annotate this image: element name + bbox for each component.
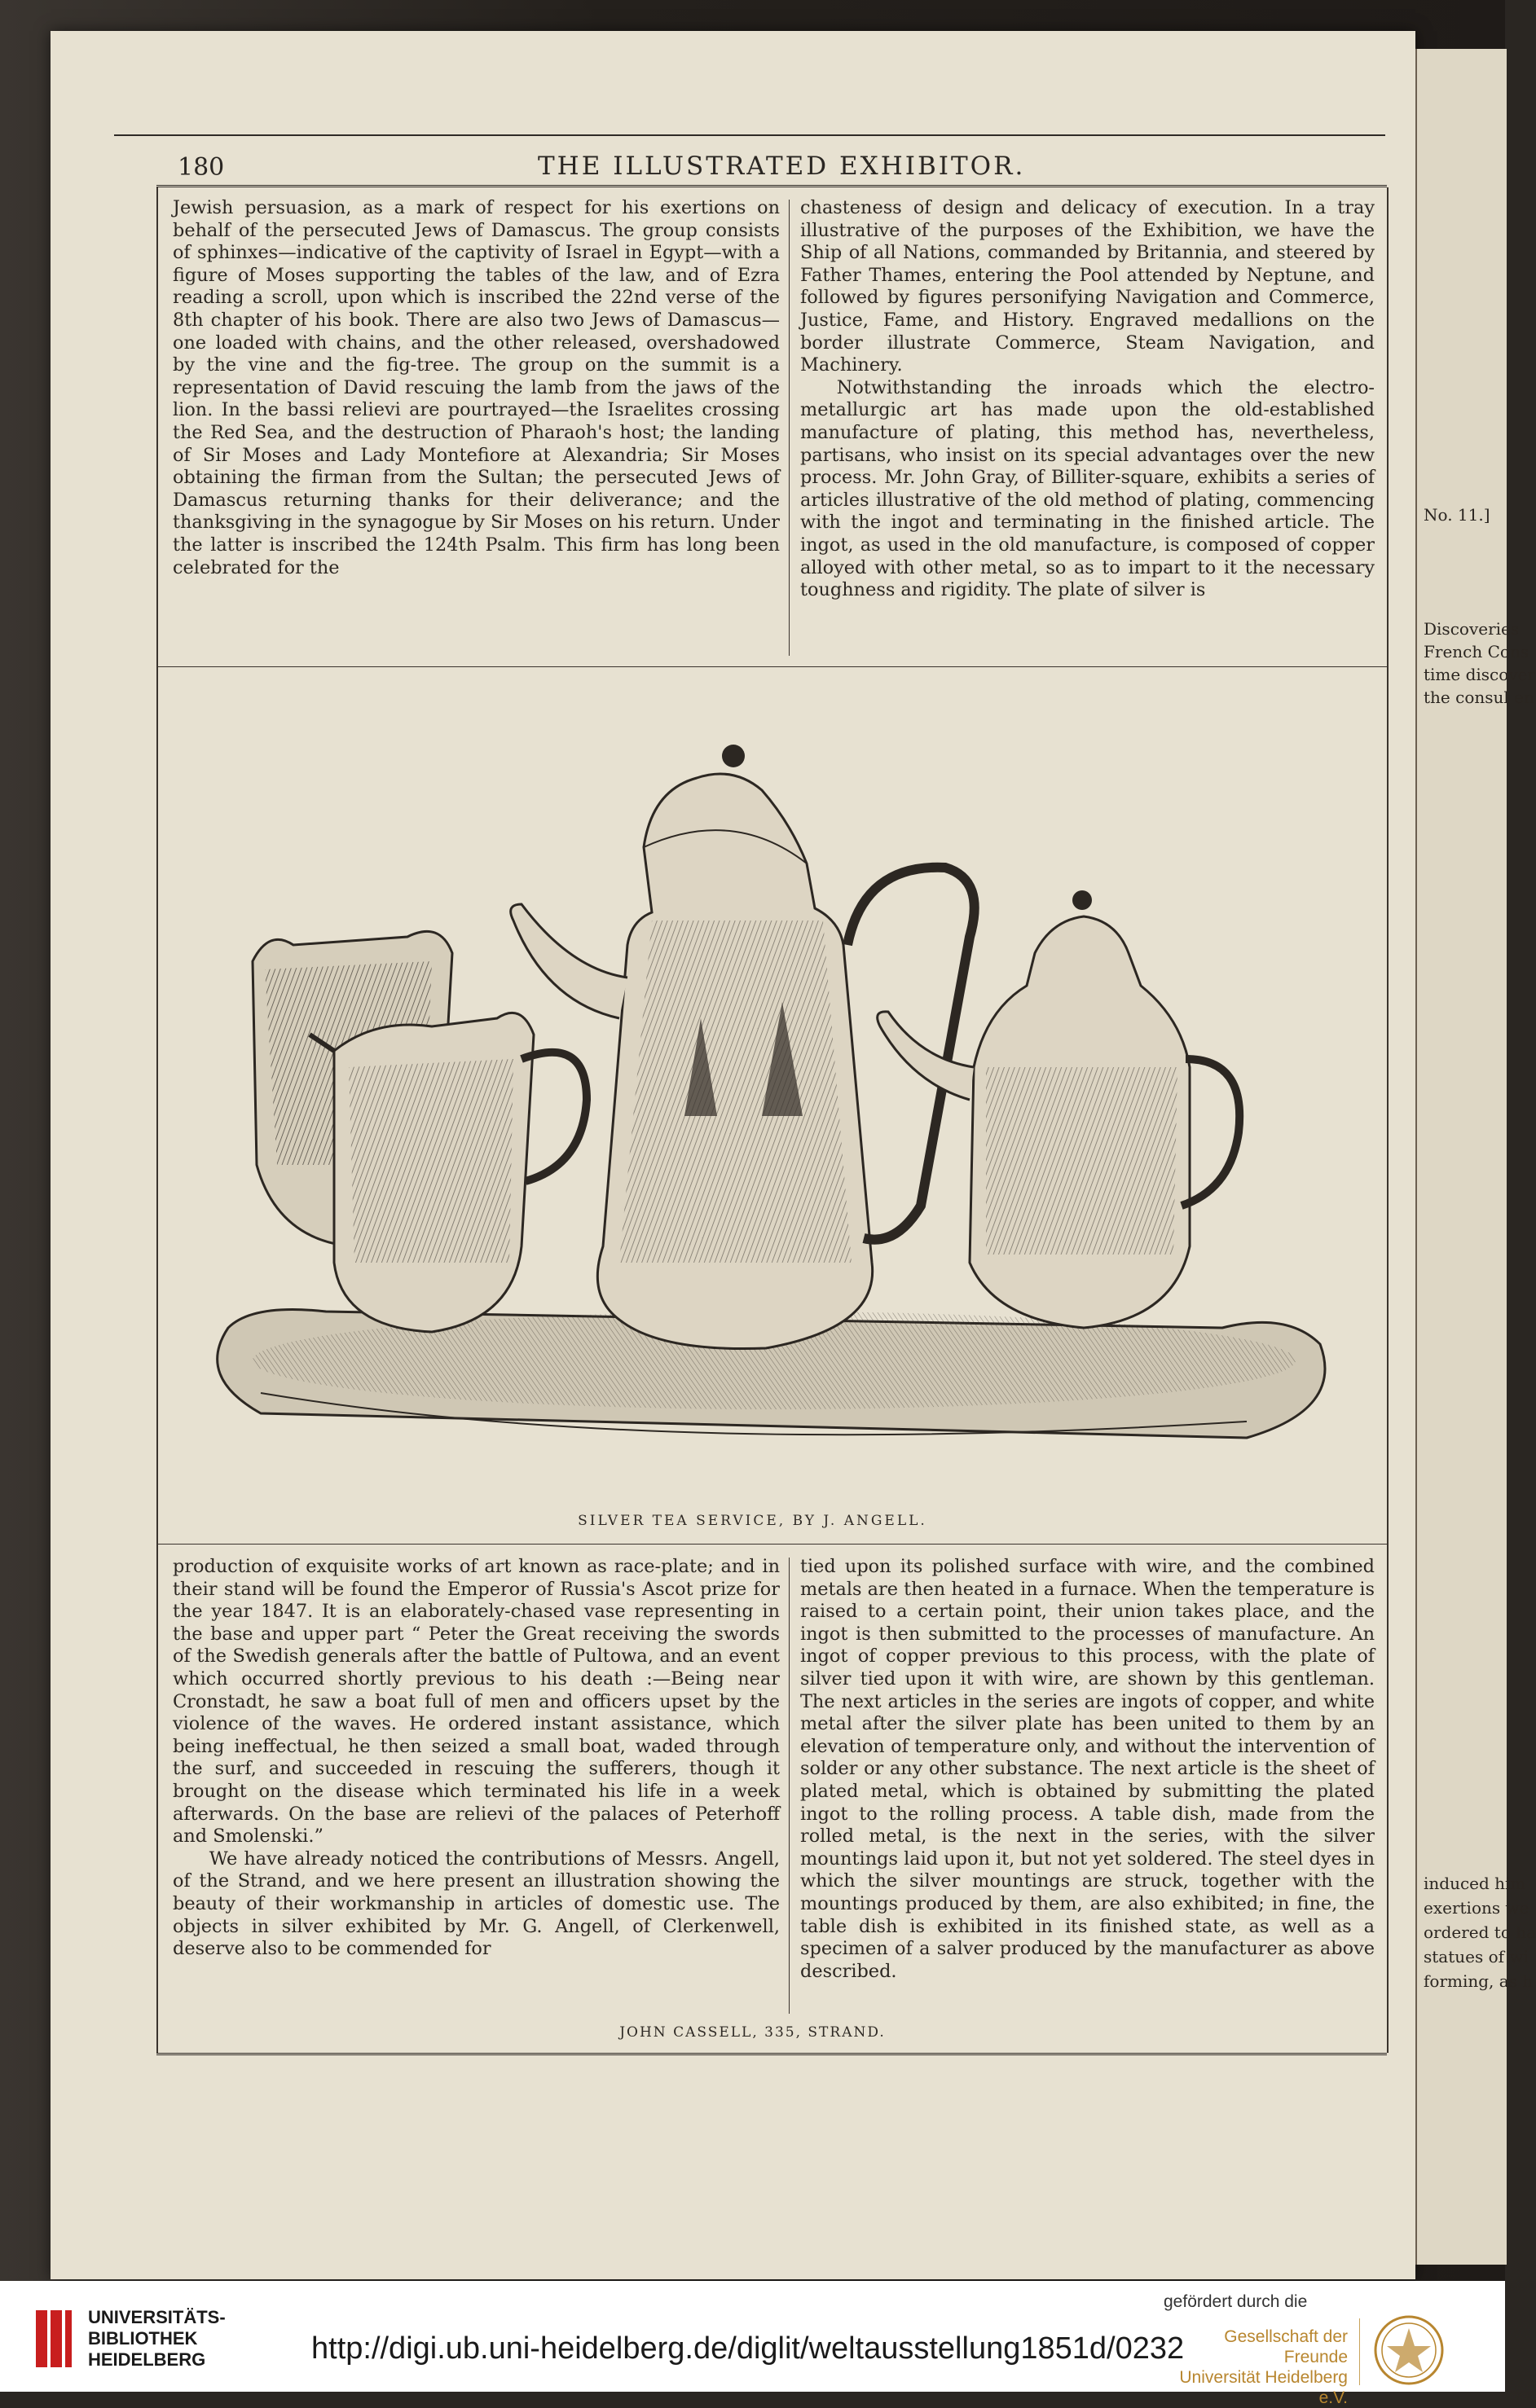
next-page-fragment: the consul en [1424, 688, 1534, 707]
next-page-fragment: No. 11.] [1424, 505, 1490, 525]
illustration-rule-top [156, 666, 1387, 667]
paragraph: We have already noticed the contributions of Messrs. Angell, of the Strand, and we here present an illustration showing the beauty of their workmanship in articles of domestic use. The objects in silver exhibited by Mr. G. Angell, of Clerkenwell, deserve also to be commended for [173, 1848, 780, 1960]
header-rule [114, 134, 1385, 136]
figure-caption: SILVER TEA SERVICE, BY J. ANGELL. [578, 1513, 927, 1529]
next-page-fragment: forming, as h [1424, 1971, 1534, 1991]
column-divider [789, 200, 790, 656]
digitization-footer [0, 2281, 1505, 2407]
next-page-fragment: Discoveries [1424, 619, 1520, 639]
page-number: 180 [178, 153, 225, 182]
library-name-line: UNIVERSITÄTS- [88, 2307, 226, 2327]
university-library-logo-icon [33, 2307, 75, 2371]
next-page-fragment: time discover [1424, 665, 1535, 684]
next-page-fragment: ordered to ha [1424, 1922, 1536, 1942]
frame-rule-left [156, 187, 158, 2053]
publisher-imprint: JOHN CASSELL, 335, STRAND. [619, 2024, 886, 2041]
text-column-right-top [800, 197, 1375, 602]
sponsor-divider [1359, 2318, 1360, 2385]
text-column-left-top [173, 197, 780, 579]
tea-service-engraving [163, 676, 1385, 1515]
paragraph: tied upon its polished surface with wire, and the combined metals are then heated in a furnace. When the temperature is raised to a certain point, their union takes place, and the ingot is then submitted to the processes of manufacture. An ingot of copper previous to this process, with the plate of silver tied upon it with wire, are shown by this gentleman. The next articles in the series are ingots of copper, and white metal after the silver plate has been united to them by an elevation of temperature only, and without the intervention of solder or any other substance. The next article is the sheet of plated metal, which is obtained by submitting the plated ingot to the rolling process. A table dish, made from the rolled metal, is the next in the series, with the silver mountings laid upon it, but not yet soldered. The steel dyes in which the silver mountings are struck, together with the mountings produced by them, are also exhibited; in fine, the table dish is exhibited in its finished state, as well as a specimen of a salver produced by the manufacturer as above described. [800, 1556, 1375, 1982]
paragraph: chasteness of design and delicacy of execution. In a tray illustrative of the purposes of the Exhibition, we have the Ship of all Nations, commanded by Britannia, and steered by Father Thames, entering the Pool attended by Neptune, and followed by figures personifying Navigation and Commerce, Justice, Fame, and History. Engraved medallions on the border illustrate Commerce, Steam Navigation, and Machinery. [800, 197, 1375, 376]
paragraph: production of exquisite works of art known as race-plate; and in their stand will be found the Emperor of Russia's Ascot prize for the year 1847. It is an elaborately-chased vase representing in the base and upper part “ Peter the Great receiving the swords of the Swedish generals after the battle of Pultowa, and an event which occurred shortly previous to his death :—Being near Cronstadt, he saw a boat full of men and officers upset by the violence of the waves. He ordered instant assistance, which being ineffectual, he then seized a small boat, waded through the surf, and succeeded in rescuing the sufferers, though it brought on the disease which terminated his life in a week afterwards. On the base are relievi of the palaces of Peterhoff and Smolenski.” [173, 1556, 780, 1848]
library-name [88, 2307, 226, 2371]
text-column-left-bottom [173, 1556, 780, 1961]
next-page-fragment: statues of wi [1424, 1947, 1529, 1966]
funded-by-label: gefördert durch die [1164, 2292, 1308, 2311]
paragraph: Jewish persuasion, as a mark of respect for his exertions on behalf of the persecuted Jews of Damascus. The group consists of sphinxes—indicative of the captivity of Israel in Egypt—with a figure of Moses supporting the tables of the law, and of Ezra reading a scroll, upon which is inscribed the 22nd verse of the 8th chapter of his book. There are also two Jews of Damascus—one loaded with chains, and the other released, overshadowed by the vine and the fig-tree. The group on the summit is a representation of David rescuing the lamb from the jaws of the lion. In the bassi relievi are pourtrayed—the Israelites crossing the Red Sea, and the destruction of Pharaoh's host; the landing of Sir Moses and Lady Montefiore at Alexandria; Sir Moses obtaining the firman from the Sultan; the persecuted Jews of Damascus returning thanks for their deliverance; and the thanksgiving in the synagogue by Sir Moses on his return. Under the latter is inscribed the 124th Psalm. This firm has long been celebrated for the [173, 197, 780, 578]
header-double-rule [156, 185, 1387, 187]
teapot-spout [878, 1012, 974, 1100]
text-column-right-bottom [800, 1556, 1375, 1983]
finial [722, 745, 745, 767]
next-page-fragment: induced him [1424, 1874, 1526, 1893]
library-name-line: HEIDELBERG [88, 2349, 206, 2370]
sponsor-line: Universität Heidelberg e.V. [1179, 2368, 1348, 2407]
running-title: THE ILLUSTRATED EXHIBITOR. [538, 152, 1026, 181]
library-name-line: BIBLIOTHEK [88, 2328, 198, 2349]
frame-rule-bottom [156, 2053, 1387, 2055]
illustration-rule-bottom [156, 1544, 1387, 1545]
sponsor-name [1173, 2327, 1348, 2408]
next-page-fragment: exertions we [1424, 1898, 1529, 1918]
permalink-url[interactable]: http://digi.ub.uni-heidelberg.de/diglit/weltausstellung1851d/0232 [311, 2331, 1185, 2366]
column-divider [789, 1558, 790, 2014]
sponsor-line: Gesellschaft der Freunde [1224, 2327, 1348, 2366]
university-seal-icon [1372, 2314, 1446, 2387]
next-page-fragment: French Cons [1424, 642, 1529, 661]
frame-rule-right [1387, 187, 1389, 2053]
paragraph: Notwithstanding the inroads which the electro-metallurgic art has made upon the old-established manufacture of plating, this method has, nevertheless, partisans, who insist on its special advantages over the new process. Mr. John Gray, of Billiter-square, exhibits a series of articles illustrative of the old method of plating, commencing with the ingot and terminating in the finished article. The ingot, as used in the old manufacture, is composed of copper alloyed with other metal, so as to impart to it the necessary toughness and rigidity. The plate of silver is [800, 376, 1375, 601]
adjacent-page-edge [1415, 49, 1536, 2265]
